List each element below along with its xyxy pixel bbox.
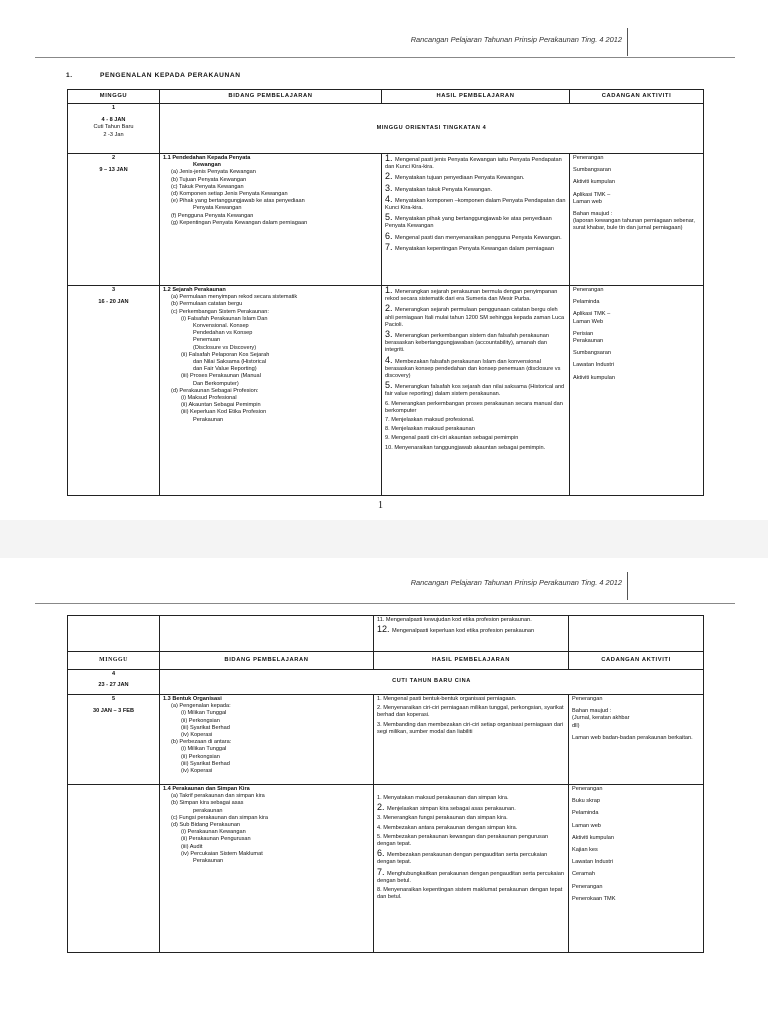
running-header: Rancangan Pelajaran Tahunan Prinsip Perakaunan Ting. 4 2012 (410, 35, 622, 44)
header-divider (627, 572, 628, 600)
bidang-line: (iii) Keperluan Kod Etika Profesion (181, 409, 267, 416)
outcome-text: Menghubungkaitkan perakaunan dengan pengauditan serta percukaian dengan betul. (377, 870, 564, 884)
outcome-text: Menjelaskan maksud profesional. (391, 417, 475, 424)
bidang-line: (b) Tujuan Penyata Kewangan (171, 176, 247, 183)
outcome-number: 1. (377, 696, 384, 702)
bidang-line: (a) Jenis-jenis Penyata Kewangan (171, 169, 256, 176)
activity-item: Sumbangsaran (573, 167, 611, 174)
learning-outcome (377, 804, 565, 813)
bidang-line: (iii) Syarikat Berhad (181, 724, 230, 731)
bidang-line: perakaunan (193, 807, 223, 814)
bidang-line: (Disclosure vs Discovery) (193, 344, 257, 351)
bidang-line: Kewangan (193, 162, 221, 169)
outcome-number: 5. (377, 833, 384, 840)
table-row (68, 616, 704, 652)
activity-item: Bahan maujud : (laporan kewangan tahunan perniagaan sebenar, surat khabar, bule tin dan jurnal perniagaan) (573, 211, 695, 232)
activity-item: Laman web (572, 822, 601, 829)
running-header: Rancangan Pelajaran Tahunan Prinsip Perakaunan Ting. 4 2012 (410, 578, 622, 587)
bidang-line: (c) Fungsi perakaunan dan simpan kira (171, 814, 269, 821)
week-cell (68, 154, 160, 286)
bidang-line: (d) Perakaunan Sebagai Profesion: (171, 387, 259, 394)
week-cell (68, 286, 160, 496)
bidang-line: 1.1 Pendedahan Kepada Penyata (163, 155, 251, 161)
activity-item: Aktiviti kumpulan (572, 834, 614, 841)
bidang-cell (160, 154, 382, 286)
learning-outcome (385, 445, 566, 452)
learning-outcome (385, 354, 566, 381)
bidang-line: dan Fair Value Reporting) (193, 366, 257, 373)
activity-item: Penerangan (572, 883, 603, 890)
learning-outcome (385, 182, 566, 194)
bidang-line: Penyata Kewangan (193, 205, 242, 212)
page-number: 1 (378, 500, 383, 511)
activity-item: Laman web badan-badan perakaunan berkaitan. (572, 734, 693, 741)
outcome-text: Menyatakan komponen –komponen dalam Penyata Pendapatan dan Kunci Kira-kira. (385, 197, 566, 212)
learning-outcome (385, 241, 566, 253)
learning-outcome (385, 331, 566, 355)
learning-outcome (377, 626, 565, 635)
learning-outcome (385, 230, 566, 242)
merged-cell: MINGGU ORIENTASI TINGKATAN 4 (160, 104, 704, 154)
bidang-line: (b) Simpan kira sebagai asas (171, 800, 244, 807)
outcome-text: Mengenal pasti dan menyenaraikan pengguna Penyata Kewangan. (395, 234, 562, 241)
table-row (68, 286, 704, 496)
learning-outcome (385, 426, 566, 433)
learning-outcome (377, 834, 565, 848)
hasil-cell (374, 695, 569, 785)
learning-outcome (377, 617, 565, 624)
outcome-text: Menyatakan maksud perakaunan dan simpan kira. (383, 795, 509, 801)
learning-outcome (385, 287, 566, 303)
col-header-aktiviti: CADANGAN AKTIVITI (569, 652, 704, 670)
bidang-line: (a) Takrif perakaunan dan simpan kira (171, 793, 265, 800)
learning-outcome (377, 722, 565, 736)
bidang-line: (a) Permulaan menyimpan rekod secara sistematik (171, 294, 298, 301)
outcome-number: 4. (385, 354, 396, 365)
activity-item: Buku skrap (572, 798, 600, 805)
learning-outcome (385, 173, 566, 182)
week-cell (68, 670, 160, 695)
week-number: 1 (111, 105, 116, 111)
activity-item: Penerangan (572, 786, 603, 792)
bidang-line: (a) Pengenalan kepada: (171, 703, 231, 710)
col-header-minggu: MINGGU (68, 90, 160, 104)
outcome-number: 7. (385, 241, 396, 252)
bidang-line: (b) Permulaan catatan bergu (171, 301, 243, 308)
week-dates: 30 JAN – 3 FEB (92, 708, 135, 715)
week-number: 5 (111, 696, 116, 702)
plan-table-page-2 (67, 615, 704, 953)
outcome-number: 8. (385, 426, 392, 433)
outcome-text: Menyenaraikan tanggungjawab akauntan sebagai pemimpin. (394, 444, 546, 451)
section-heading (66, 72, 241, 79)
aktiviti-cell (569, 785, 704, 953)
outcome-text: Menyatakan pihak yang bertanggungjawab ke atas penyediaan Penyata Kewangan (385, 216, 552, 230)
activity-item: Penerangan (573, 155, 604, 161)
bidang-line: Penemuan (193, 337, 221, 344)
bidang-cell (160, 785, 374, 953)
bidang-line: Konvensional. Konsep (193, 323, 249, 330)
outcome-text: Membezakan perakaunan dengan pengauditan serta percukaian dengan tepat. (377, 852, 548, 866)
outcome-text: Mengenal pasti ciri-ciri akauntan sebagai pemimpin (391, 435, 519, 442)
hasil-cell (374, 785, 569, 953)
col-header-bidang: BIDANG PEMBELAJARAN (160, 652, 374, 670)
bidang-line: Perakaunan (193, 416, 224, 423)
week-cell (68, 695, 160, 785)
learning-outcome (377, 696, 565, 703)
week-cell (68, 616, 160, 652)
outcome-number: 10. (385, 444, 395, 451)
outcome-number: 3. (377, 815, 384, 822)
outcome-text: Menyatakan tujuan penyediaan Penyata Kewangan. (395, 175, 525, 182)
bidang-line: (i) Perakaunan Kewangan (181, 829, 246, 836)
bidang-line: (ii) Perakaunan Pengurusan (181, 836, 251, 843)
bidang-cell (160, 695, 374, 785)
outcome-number: 6. (377, 848, 388, 859)
aktiviti-cell (570, 286, 704, 496)
document-page-2 (0, 558, 768, 1024)
outcome-number: 8. (377, 887, 384, 894)
outcome-number: 9. (385, 435, 392, 442)
activity-item: Aktiviti kumpulan (573, 179, 615, 186)
page-gap (0, 520, 768, 558)
bidang-line: (ii) Akauntan Sebagai Pemimpin (181, 402, 261, 409)
outcome-number: 2. (385, 303, 396, 314)
activity-item: Lawatan Industri (572, 859, 614, 866)
aktiviti-cell (569, 695, 704, 785)
activity-item: Pelaminda (572, 810, 599, 817)
col-header-minggu: MINGGU (68, 652, 160, 670)
learning-outcome (377, 825, 565, 832)
week-dates: 9 – 13 JAN (99, 167, 128, 174)
bidang-line: (g) Kepentingan Penyata Kewangan dalam perniagaan (171, 219, 308, 226)
section-number: 1. (66, 72, 73, 79)
outcome-text: Mengenalpasti keperluan kod etika profesion perakaunan (392, 628, 535, 635)
bidang-line: 1.2 Sejarah Perakaunan (163, 287, 226, 293)
bidang-line: (iv) Koperasi (181, 768, 213, 775)
outcome-text: Mengenal pasti bentuk-bentuk organisasi perniagaan. (383, 696, 517, 702)
bidang-line: (i) Maksud Profesional (181, 395, 237, 402)
outcome-number: 3. (377, 721, 384, 728)
aktiviti-cell (569, 616, 704, 652)
bidang-line: (c) Perkembangan Sistem Perakaunan: (171, 308, 269, 315)
activity-item: Penerangan (573, 287, 604, 293)
outcome-number: 1. (385, 285, 396, 295)
week-dates: 23 - 27 JAN (98, 682, 129, 689)
learning-outcome (385, 435, 566, 442)
header-divider (627, 28, 628, 56)
outcome-text: Membezakan perakaunan kewangan dan perakaunan pengurusan dengan tepat. (377, 833, 549, 848)
bidang-cell (160, 286, 382, 496)
table-row (68, 104, 704, 154)
bidang-line: (iii) Audit (181, 843, 203, 850)
outcome-number: 11. (377, 617, 386, 623)
activity-item: Pelaminda (573, 299, 600, 306)
bidang-line: (i) Falsafah Perakaunan Islam Dan (181, 315, 268, 322)
outcome-text: Membanding dan membezakan ciri-ciri setiap organisasi perniagaan dari segi milikan, sumber modal dan liabiliti (377, 721, 564, 735)
table-row (68, 154, 704, 286)
learning-outcome (385, 214, 566, 230)
week-cell (68, 785, 160, 953)
bidang-line: (ii) Perkongsian (181, 753, 220, 760)
outcome-number: 1. (385, 153, 396, 163)
bidang-line: 1.3 Bentuk Organisasi (163, 696, 222, 702)
activity-item: Aplikasi TMK – Laman web (573, 191, 611, 205)
bidang-line: Pendedahan vs Konsep (193, 330, 253, 337)
activity-item: Bahan maujud : (Jurnal, keratan akhbar dll) (572, 708, 630, 729)
outcome-text: Menyenaraikan ciri-ciri perniagaan milikan tunggal, perkongsian, syarikat berhad dan koperasi. (377, 705, 564, 719)
outcome-text: Menjelaskan simpan kira sebagai asas perakaunan. (387, 806, 516, 813)
activity-item: Aktiviti kumpulan (573, 374, 615, 381)
bidang-line: (b) Perbezaan di antara: (171, 739, 232, 746)
aktiviti-cell (570, 154, 704, 286)
week-number: 3 (111, 287, 116, 293)
header-rule (35, 603, 735, 604)
learning-outcome (385, 401, 566, 415)
outcome-text: Menerangkan perkembangan proses perakaunan secara manual dan berkomputer (385, 400, 563, 414)
bidang-cell (160, 616, 374, 652)
activity-item: Aplikasi TMK – Laman Web (573, 311, 611, 325)
outcome-number: 1. (377, 795, 384, 801)
outcome-number: 2. (377, 802, 388, 813)
outcome-text: Menjelaskan maksud perakaunan (391, 426, 475, 433)
col-header-hasil: HASIL PEMBELAJARAN (374, 652, 569, 670)
activity-item: Perisian Perakaunan (573, 330, 604, 345)
table-row (68, 695, 704, 785)
outcome-number: 4. (385, 193, 396, 204)
header-rule (35, 57, 735, 58)
bidang-line: (f) Pengguna Penyata Kewangan (171, 212, 254, 219)
outcome-text: Menyatakan takuk Penyata Kewangan. (395, 186, 493, 193)
outcome-text: Menerangkan falsafah kos sejarah dan nilai saksama (Historical and fair value reporting) dalam sistem perakaunan. (385, 384, 565, 398)
activity-item: Ceramah (572, 871, 596, 878)
learning-outcome (377, 795, 565, 802)
activity-item: Lawatan Industri (573, 362, 615, 369)
week-cell (68, 104, 160, 154)
outcome-number: 2. (377, 705, 384, 712)
plan-table-page-1 (67, 89, 704, 496)
outcome-number: 7. (385, 417, 392, 424)
col-header-aktiviti: CADANGAN AKTIVITI (570, 90, 704, 104)
bidang-line: (d) Komponen setiap Jenis Penyata Kewangan (171, 191, 288, 198)
outcome-number: 2. (385, 171, 396, 182)
learning-outcome (377, 705, 565, 719)
bidang-line: dan Nilai Saksama (Historical (193, 359, 267, 366)
outcome-text: Menerangkan fungsi perakaunan dan simpan kira. (383, 815, 508, 822)
outcome-number: 3. (385, 329, 396, 340)
activity-item: Sumbangsaran (573, 350, 611, 357)
learning-outcome (385, 193, 566, 212)
week-dates: 16 - 20 JAN (98, 299, 129, 306)
week-note: 2 -3 Jan (103, 131, 124, 138)
bidang-line: (c) Takuk Penyata Kewangan (171, 183, 244, 190)
bidang-line: (d) Sub Bidang Perakaunan (171, 822, 241, 829)
learning-outcome (385, 155, 566, 171)
bidang-line: (i) Milikan Tunggal (181, 710, 227, 717)
outcome-text: Mengenalpasti kewujudan kod etika profesion perakaunan. (385, 617, 532, 623)
outcome-text: Membezakan falsafah perakaunan Islam dan konvensional berasaskan konsep pendedahan dan konsep penemuan (disclosure vs discovery) (385, 358, 561, 380)
col-header-bidang: BIDANG PEMBELAJARAN (160, 90, 382, 104)
outcome-number: 4. (377, 824, 384, 831)
bidang-line: (e) Pihak yang bertanggungjawab ke atas penyediaan (171, 198, 305, 205)
outcome-number: 6. (385, 400, 392, 407)
week-number: 4 (111, 671, 116, 677)
bidang-line: (iii) Proses Perakaunan (Manual (181, 373, 261, 380)
activity-item: Penerokaan TMK (572, 895, 616, 902)
activity-item: Kajian kes (572, 847, 598, 854)
week-number: 2 (111, 155, 116, 161)
learning-outcome (385, 382, 566, 398)
outcome-text: Menyatakan kepentingan Penyata Kewangan dalam perniagaan (395, 245, 554, 252)
outcome-number: 6. (385, 230, 396, 241)
learning-outcome (377, 866, 565, 885)
outcome-text: Mengenal pasti jenis Penyata Kewangan iaitu Penyata Pendapatan dan Kunci Kira-kira. (385, 157, 562, 171)
bidang-line: Perakaunan (193, 858, 224, 865)
bidang-line: Dan Berkomputer) (193, 380, 239, 387)
activity-item: Penerangan (572, 696, 603, 702)
table-row (68, 670, 704, 695)
bidang-line: (iii) Syarikat Berhad (181, 760, 230, 767)
week-dates: 4 - 8 JAN (101, 117, 126, 124)
merged-cell: CUTI TAHUN BARU CINA (160, 670, 704, 695)
week-note: Cuti Tahun Baru (93, 124, 134, 131)
outcome-text: Menyenaraikan kepentingan sistem maklumat perakaunan dengan tepat dan betul. (377, 887, 563, 901)
outcome-text: Menerangkan sejarah permulaan penggunaan catatan bergu oleh ahli perniagaan Itali mulai tahun 1200 SM sehingga kepada zaman Luca Pacioli. (385, 307, 565, 328)
learning-outcome (377, 850, 565, 866)
outcome-number: 12. (377, 624, 393, 635)
learning-outcome (377, 887, 565, 901)
table-row (68, 785, 704, 953)
outcome-number: 7. (377, 866, 388, 877)
learning-outcome (377, 815, 565, 822)
outcome-number: 5. (385, 380, 396, 391)
learning-outcome (385, 305, 566, 329)
learning-outcome (385, 417, 566, 424)
bidang-line: (iv) Koperasi (181, 732, 213, 739)
hasil-cell (374, 616, 569, 652)
bidang-line: (ii) Falsafah Pelaporan Kos Sejarah (181, 351, 270, 358)
outcome-text: Menerangkan perkembangan sistem dan falsafah perakaunan berasaskan kebertanggungjawaban (accountability), amanah dan integriti. (385, 333, 549, 354)
bidang-line: (i) Milikan Tunggal (181, 746, 227, 753)
outcome-text: Membezakan antara perakaunan dengan simpan kira. (383, 824, 518, 831)
bidang-line: (iv) Percukaian Sistem Maklumat (181, 850, 263, 857)
col-header-hasil: HASIL PEMBELAJARAN (382, 90, 570, 104)
bidang-line: 1.4 Perakaunan dan Simpan Kira (163, 786, 250, 792)
hasil-cell (382, 154, 570, 286)
outcome-number: 5. (385, 212, 396, 223)
outcome-number: 3. (385, 182, 396, 193)
section-title: PENGENALAN KEPADA PERAKAUNAN (100, 72, 241, 79)
hasil-cell (382, 286, 570, 496)
bidang-line: (ii) Perkongsian (181, 717, 220, 724)
outcome-text: Menerangkan sejarah perakaunan bermula dengan penyimpanan rekod secara sistematik dari era Sumeria dan Mesir Purba. (385, 289, 558, 303)
